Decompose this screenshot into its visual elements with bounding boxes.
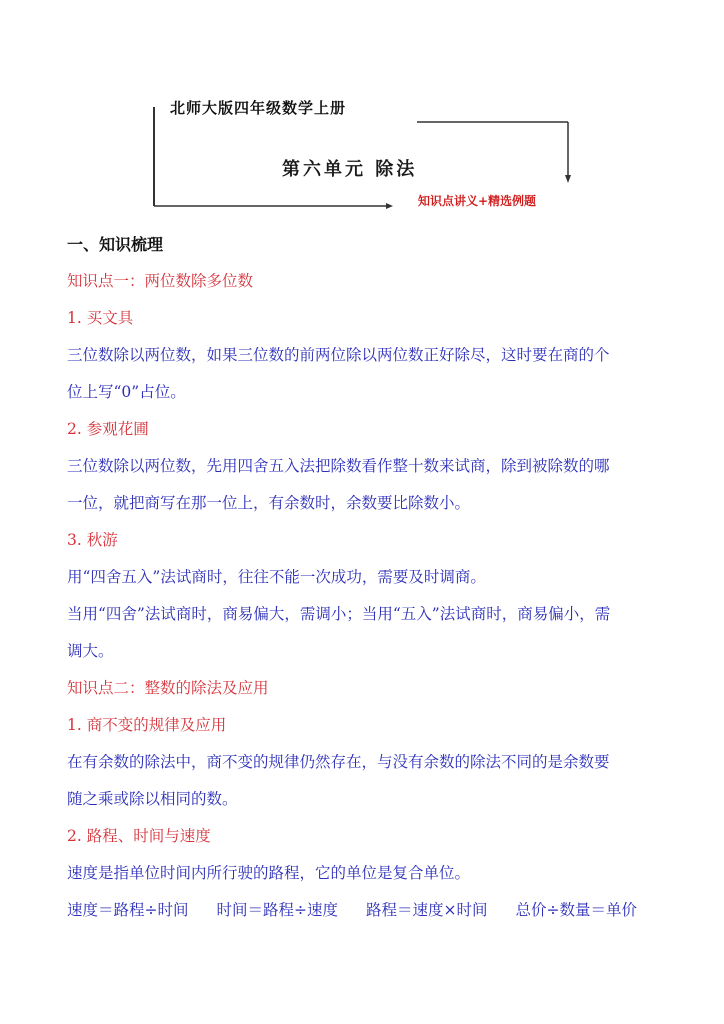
paragraph-line: 在有余数的除法中，商不变的规律仍然存在，与没有余数的除法不同的是余数要 (67, 753, 610, 771)
subsection-title: 1. 买文具 (67, 309, 134, 327)
paragraph-line: 当用“四舍”法试商时，商易偏大，需调小；当用“五入”法试商时，商易偏小，需 (67, 605, 611, 623)
series-title: 北师大版四年级数学上册 (170, 99, 347, 117)
formula-time: 时间＝路程÷速度 (216, 901, 338, 919)
paragraph-line: 位上写“0”占位。 (67, 383, 186, 401)
knowledge-point-title: 知识点一：两位数除多位数 (67, 272, 254, 290)
section-heading: 一、知识梳理 (67, 235, 164, 254)
content-body (67, 226, 667, 929)
formula-speed: 速度＝路程÷时间 (67, 901, 189, 919)
paragraph-line: 用“四舍五入”法试商时，往往不能一次成功，需要及时调商。 (67, 568, 486, 586)
paragraph-line: 三位数除以两位数，如果三位数的前两位除以两位数正好除尽，这时要在商的个 (67, 346, 610, 364)
banner-subtitle: 知识点讲义+精选例题 (418, 194, 537, 208)
paragraph-line: 三位数除以两位数，先用四舍五入法把除数看作整十数来试商，除到被除数的哪 (67, 457, 610, 475)
formula-unit-price: 总价÷数量＝单价 (515, 901, 637, 919)
subsection-title: 1. 商不变的规律及应用 (67, 716, 227, 734)
formula-row (67, 892, 667, 929)
formula-distance: 路程＝速度×时间 (366, 901, 488, 919)
knowledge-point-title: 知识点二：整数的除法及应用 (67, 679, 269, 697)
paragraph-line: 调大。 (67, 642, 114, 660)
paragraph-line: 随之乘或除以相同的数。 (67, 790, 238, 808)
subsection-title: 2. 路程、时间与速度 (67, 827, 211, 845)
paragraph-line: 速度是指单位时间内所行驶的路程，它的单位是复合单位。 (67, 864, 471, 882)
subsection-title: 2. 参观花圃 (67, 420, 149, 438)
title-banner (150, 95, 580, 215)
paragraph-line: 一位，就把商写在那一位上，有余数时，余数要比除数小。 (67, 494, 471, 512)
unit-title: 第六单元 除法 (282, 159, 418, 180)
subsection-title: 3. 秋游 (67, 531, 118, 549)
